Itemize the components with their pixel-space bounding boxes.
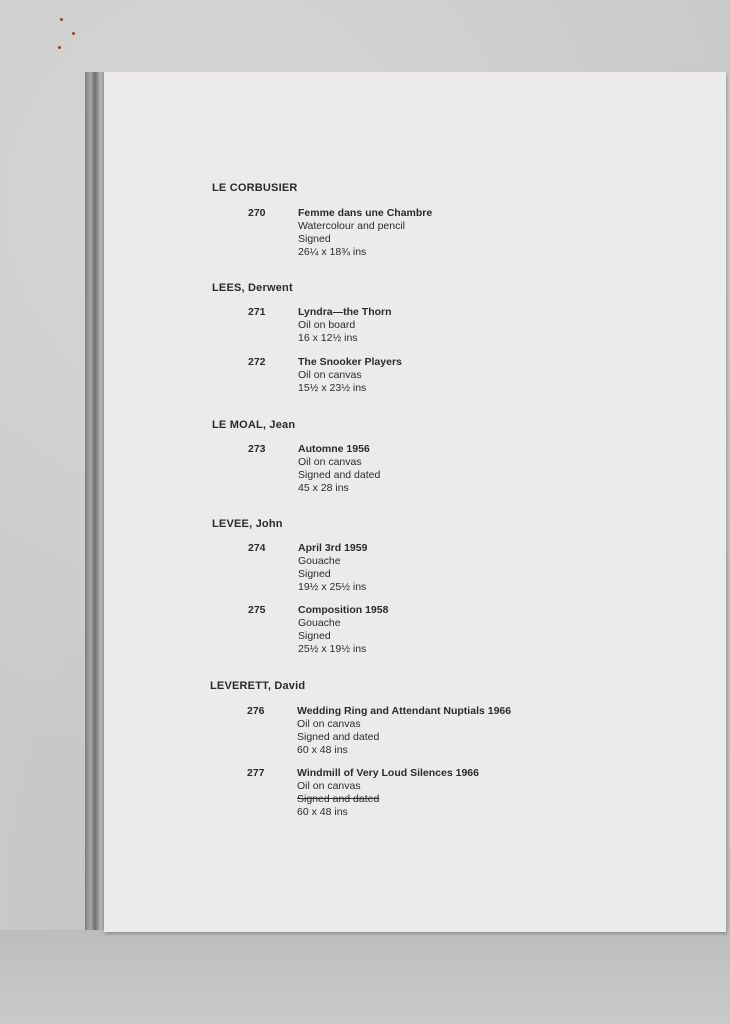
entry-title: Automne 1956 <box>298 443 370 455</box>
entry-signed-struck: Signed and dated <box>297 793 380 805</box>
entry-title: Lyndra—the Thorn <box>298 306 392 318</box>
entry-medium: Oil on board <box>298 319 356 331</box>
entry-description <box>298 207 432 259</box>
entry-medium: Oil on canvas <box>297 780 361 792</box>
entry-medium: Gouache <box>298 555 341 567</box>
entry-title: The Snooker Players <box>298 356 402 368</box>
entry-number: 270 <box>248 207 266 219</box>
entry-number: 277 <box>247 767 265 779</box>
entry-description <box>298 542 367 594</box>
entry-title: April 3rd 1959 <box>298 542 368 554</box>
entry-medium: Oil on canvas <box>298 369 362 381</box>
rust-speck <box>60 18 63 21</box>
artist-heading: LEVERETT, David <box>210 680 306 692</box>
entry-signed: Signed <box>298 233 331 245</box>
entry-title: Femme dans une Chambre <box>298 207 433 219</box>
entry-number: 274 <box>248 542 266 554</box>
entry-title: Wedding Ring and Attendant Nuptials 1966 <box>297 705 512 717</box>
entry-dimensions: 19½ x 25½ ins <box>298 581 367 593</box>
entry-number: 275 <box>248 604 266 616</box>
entry-description <box>298 443 380 495</box>
entry-medium: Oil on canvas <box>297 718 361 730</box>
entry-signed: Signed <box>298 568 331 580</box>
entry-number: 271 <box>248 306 266 318</box>
entry-dimensions: 60 x 48 ins <box>297 806 348 818</box>
entry-number: 273 <box>248 443 266 455</box>
entry-number: 276 <box>247 705 265 717</box>
entry-title: Windmill of Very Loud Silences 1966 <box>297 767 479 779</box>
entry-number: 272 <box>248 356 266 368</box>
entry-dimensions: 15½ x 23½ ins <box>298 382 367 394</box>
catalogue-page <box>104 72 726 932</box>
entry-description <box>298 604 388 656</box>
entry-title: Composition 1958 <box>298 604 389 616</box>
entry-description <box>297 705 511 757</box>
entry-dimensions: 25½ x 19½ ins <box>298 643 367 655</box>
entry-dimensions: 60 x 48 ins <box>297 744 348 756</box>
entry-signed: Signed and dated <box>298 469 381 481</box>
entry-medium: Oil on canvas <box>298 456 362 468</box>
entry-dimensions: 16 x 12½ ins <box>298 332 358 344</box>
rust-speck <box>72 32 75 35</box>
entry-medium: Gouache <box>298 617 341 629</box>
entry-signed: Signed and dated <box>297 731 380 743</box>
entry-signed: Signed <box>298 630 331 642</box>
scanner-bottom-band <box>0 930 730 1024</box>
artist-heading: LEVEE, John <box>212 518 283 530</box>
entry-medium: Watercolour and pencil <box>298 220 405 232</box>
rust-speck <box>58 46 61 49</box>
entry-description <box>298 306 392 345</box>
entry-description <box>297 767 479 819</box>
artist-heading: LEES, Derwent <box>212 282 293 294</box>
entry-dimensions: 45 x 28 ins <box>298 482 349 494</box>
entry-dimensions: 26¼ x 18¾ ins <box>298 246 367 258</box>
artist-heading: LE CORBUSIER <box>212 182 298 194</box>
artist-heading: LE MOAL, Jean <box>212 419 296 431</box>
entry-description <box>298 356 402 395</box>
